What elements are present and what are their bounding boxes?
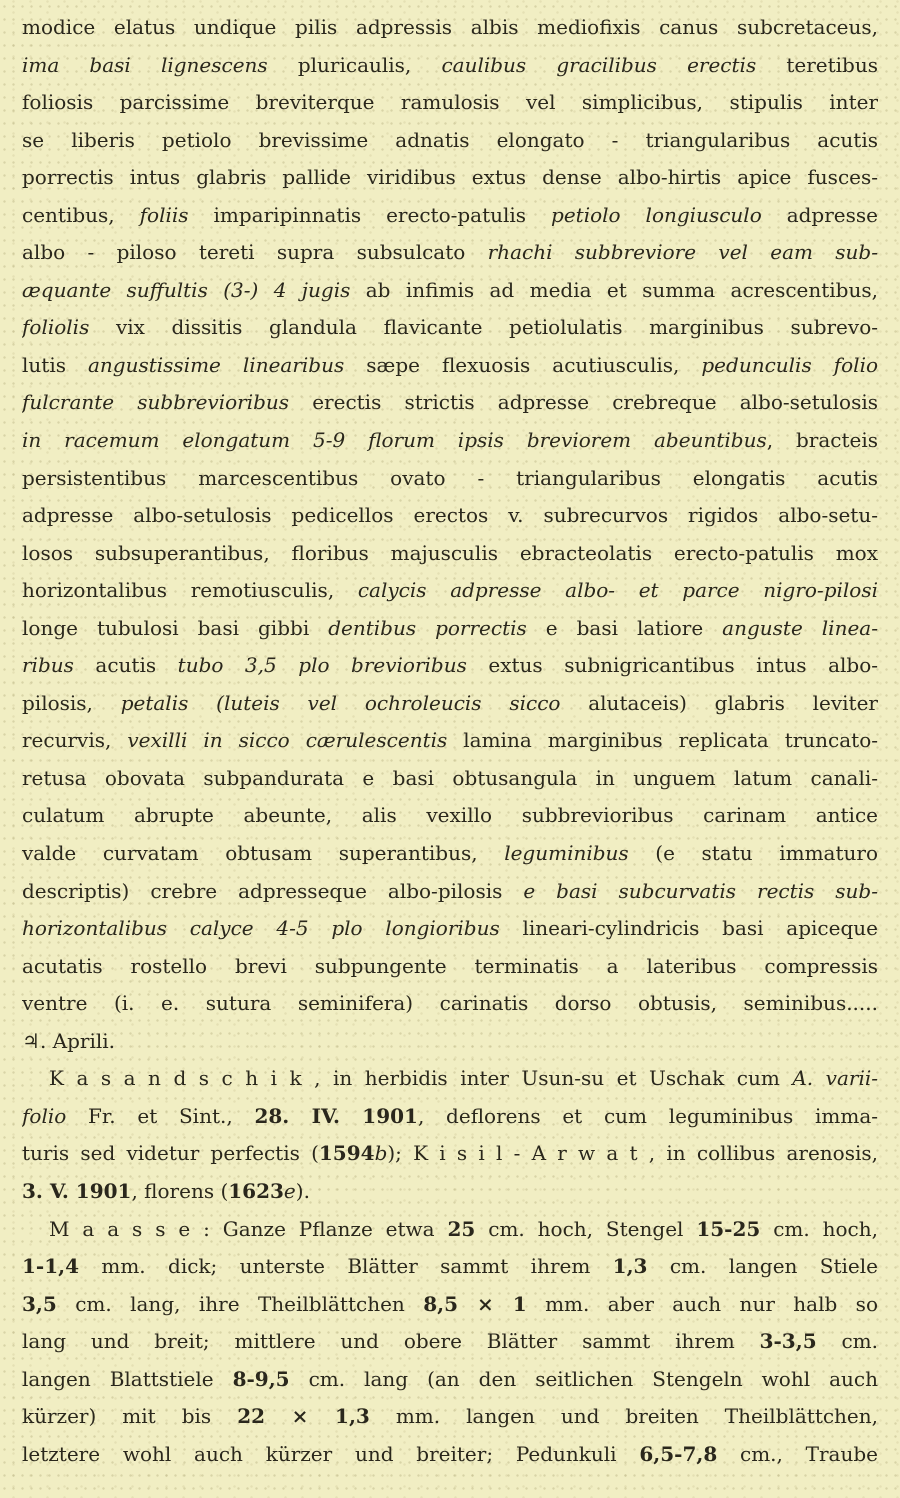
text-segment: fulcrante subbrevioribus xyxy=(22,390,290,415)
text-segment: , bracteis xyxy=(766,428,878,453)
text-segment: mm. dick; unterste Blätter sammt ihrem xyxy=(79,1254,613,1279)
text-segment: calycis adpresse albo- et parce nigro-pilosi xyxy=(357,578,878,603)
text-segment: mm. langen und breiten Theilblättchen, xyxy=(369,1404,878,1429)
text-segment: e basi latiore xyxy=(526,615,723,640)
text-segment: dentibus porrectis xyxy=(328,615,527,640)
text-segment: losos subsuperantibus, floribus majusculis ebracteolatis erecto-patulis mox xyxy=(22,540,878,565)
text-segment: ); K i s i l - A r w a t , in collibus arenosis, xyxy=(387,1141,878,1166)
text-segment: langen Blattstiele xyxy=(22,1366,233,1391)
text-line xyxy=(22,685,878,723)
text-segment: angustissime linearibus xyxy=(87,352,345,377)
text-line xyxy=(22,159,878,197)
text-segment: adpresse albo-setulosis pedicellos erectos v. subrecurvos rigidos albo-setu- xyxy=(22,503,878,528)
text-line xyxy=(22,1023,878,1061)
text-segment: 25 xyxy=(447,1216,476,1241)
text-segment: acutatis rostello brevi subpungente terminatis a lateribus compressis xyxy=(22,953,878,978)
text-segment: cm. hoch, xyxy=(760,1216,878,1241)
text-segment: 15-25 xyxy=(696,1216,761,1241)
text-segment: ventre (i. e. sutura seminifera) carinatis dorso obtusis, seminibus..... xyxy=(22,991,878,1016)
text-line xyxy=(22,347,878,385)
text-line xyxy=(22,47,878,85)
text-segment: (e statu immaturo xyxy=(628,841,878,866)
text-segment: letztere wohl auch kürzer und breiter; Pedunkuli xyxy=(22,1441,640,1466)
text-segment: 3,5 xyxy=(22,1291,57,1316)
text-line xyxy=(22,9,878,47)
text-line xyxy=(22,873,878,911)
text-segment: 1-1,4 xyxy=(22,1254,80,1279)
text-line xyxy=(22,760,878,798)
text-line xyxy=(22,722,878,760)
text-segment: 1,3 xyxy=(612,1254,648,1279)
text-line xyxy=(22,84,878,122)
text-segment: vexilli in sicco cærulescentis xyxy=(127,728,448,753)
text-segment: cm. lang (an den seitlichen Stengeln wohl auch xyxy=(289,1366,878,1391)
text-line xyxy=(22,610,878,648)
text-segment: 8-9,5 xyxy=(232,1366,290,1391)
text-segment: sæpe flexuosis acutiusculis, xyxy=(344,352,702,377)
text-line xyxy=(22,1135,878,1173)
text-segment: 3-3,5 xyxy=(759,1329,817,1354)
text-segment: retusa obovata subpandurata e basi obtusangula in unguem latum canali- xyxy=(22,765,878,790)
text-segment: 6,5-7,8 xyxy=(639,1441,718,1466)
text-line xyxy=(22,122,878,160)
text-segment: . Aprili. xyxy=(39,1028,116,1053)
text-segment: 28. IV. 1901 xyxy=(254,1103,418,1128)
text-segment: cm. langen Stiele xyxy=(647,1254,878,1279)
text-segment: vix dissitis glandula flavicante petiolulatis marginibus subrevo- xyxy=(89,315,878,340)
text-line xyxy=(22,1436,878,1474)
text-line xyxy=(22,1060,878,1098)
text-segment: alutaceis) glabris leviter xyxy=(560,690,878,715)
text-line xyxy=(22,460,878,498)
text-segment: lutis xyxy=(22,352,88,377)
text-line xyxy=(22,1248,878,1286)
text-segment: ). xyxy=(295,1178,310,1203)
text-line xyxy=(22,910,878,948)
text-segment: 8,5 × 1 xyxy=(423,1291,527,1316)
text-segment: M a a s s e : Ganze Pflanze etwa xyxy=(49,1216,448,1241)
text-segment: teretibus xyxy=(756,52,878,77)
text-segment: K a s a n d s c h i k , in herbidis inter Usun-su et Uschak cum xyxy=(49,1066,793,1091)
text-segment: lineari-cylindricis basi apiceque xyxy=(499,916,878,941)
text-segment: 1623 xyxy=(228,1178,284,1203)
text-line xyxy=(22,1286,878,1324)
text-segment: ab infimis ad media et summa acrescentibus, xyxy=(350,277,878,302)
text-segment: turis sed videtur perfectis ( xyxy=(22,1141,319,1166)
text-line xyxy=(22,1098,878,1136)
text-line xyxy=(22,422,878,460)
text-line xyxy=(22,1398,878,1436)
text-segment: modice elatus undique pilis adpressis albis mediofixis canus subcretaceus, xyxy=(22,15,878,39)
text-segment: acutis xyxy=(73,653,178,678)
text-segment: b xyxy=(374,1141,388,1166)
text-segment: horizontalibus calyce 4-5 plo longioribus xyxy=(22,916,500,941)
text-segment: , florens ( xyxy=(131,1178,229,1203)
text-segment: leguminibus xyxy=(504,841,629,866)
text-segment: foliis xyxy=(139,202,189,227)
text-line xyxy=(22,948,878,986)
text-block xyxy=(22,9,878,1473)
text-line xyxy=(22,535,878,573)
text-segment: lamina marginibus replicata truncato- xyxy=(447,728,878,753)
text-segment: cm., Traube xyxy=(717,1441,878,1466)
text-segment: kürzer) mit bis xyxy=(22,1404,238,1429)
text-segment: pedunculis folio xyxy=(701,352,878,377)
text-line xyxy=(22,309,878,347)
text-segment: pilosis, xyxy=(22,690,121,715)
text-segment: cm. xyxy=(816,1329,878,1354)
text-line xyxy=(22,1361,878,1399)
text-segment: anguste linea- xyxy=(722,615,878,640)
text-segment: extus subnigricantibus intus albo- xyxy=(466,653,878,678)
text-line xyxy=(22,1323,878,1361)
text-segment: 22 × 1,3 xyxy=(237,1404,370,1429)
text-segment: recurvis, xyxy=(22,728,128,753)
text-segment: adpresse xyxy=(761,202,878,227)
text-segment: mm. aber auch nur halb so xyxy=(526,1291,878,1316)
text-segment: foliosis parcissime breviterque ramulosis vel simplicibus, stipulis inter xyxy=(22,90,878,115)
text-segment: descriptis) crebre adpresseque albo-pilosis xyxy=(22,878,524,903)
text-segment: porrectis intus glabris pallide viridibus extus dense albo-hirtis apice fusces- xyxy=(22,165,878,190)
text-segment: longe tubulosi basi gibbi xyxy=(22,615,329,640)
text-segment: rhachi subbreviore vel eam sub- xyxy=(487,240,878,265)
text-segment: æquante suffultis (3-) 4 jugis xyxy=(22,277,351,302)
text-segment: se liberis petiolo brevissime adnatis elongato - triangularibus acutis xyxy=(22,127,878,152)
text-line xyxy=(22,197,878,235)
text-segment: valde curvatam obtusam superantibus, xyxy=(22,841,505,866)
text-line xyxy=(22,835,878,873)
text-segment: centibus, xyxy=(22,202,140,227)
text-segment: imparipinnatis erecto-patulis xyxy=(188,202,552,227)
text-segment: foliolis xyxy=(22,315,90,340)
text-segment: cm. hoch, Stengel xyxy=(475,1216,697,1241)
text-line xyxy=(22,985,878,1023)
text-segment: culatum abrupte abeunte, alis vexillo subbrevioribus carinam antice xyxy=(22,803,878,828)
text-segment: in racemum elongatum 5-9 florum ipsis breviorem abeuntibus xyxy=(22,428,767,453)
text-segment: erectis strictis adpresse crebreque albo-setulosis xyxy=(289,390,878,415)
text-segment: horizontalibus remotiusculis, xyxy=(22,578,358,603)
text-segment: , deflorens et cum leguminibus imma- xyxy=(417,1103,878,1128)
text-line xyxy=(22,572,878,610)
text-line xyxy=(22,797,878,835)
text-line xyxy=(22,1211,878,1249)
text-segment: petalis (luteis vel ochroleucis sicco xyxy=(120,690,561,715)
text-segment: folio xyxy=(22,1103,67,1128)
text-segment: Fr. et Sint., xyxy=(66,1103,255,1128)
text-segment: petiolo longiusculo xyxy=(551,202,762,227)
text-segment: caulibus gracilibus erectis xyxy=(441,52,757,77)
text-segment: albo - piloso tereti supra subsulcato xyxy=(22,240,488,265)
text-segment: e xyxy=(283,1178,296,1203)
text-segment: ima basi lignescens xyxy=(22,52,268,77)
text-segment: tubo 3,5 plo brevioribus xyxy=(177,653,467,678)
text-segment: 1594 xyxy=(318,1141,375,1166)
text-line xyxy=(22,234,878,272)
text-segment: A. varii- xyxy=(792,1066,878,1091)
text-segment: e basi subcurvatis rectis sub- xyxy=(523,878,878,903)
text-segment: ribus xyxy=(22,653,74,678)
text-segment: cm. lang, ihre Theilblättchen xyxy=(56,1291,424,1316)
text-segment: 3. V. 1901 xyxy=(22,1178,132,1203)
text-segment: pluricaulis, xyxy=(267,52,442,77)
text-line xyxy=(22,272,878,310)
perennial-symbol: ♃ xyxy=(22,1028,40,1053)
text-line xyxy=(22,384,878,422)
text-line xyxy=(22,497,878,535)
text-segment: persistentibus marcescentibus ovato - triangularibus elongatis acutis xyxy=(22,465,878,490)
text-line xyxy=(22,1173,878,1211)
text-line xyxy=(22,647,878,685)
text-segment: lang und breit; mittlere und obere Blätter sammt ihrem xyxy=(22,1329,760,1354)
